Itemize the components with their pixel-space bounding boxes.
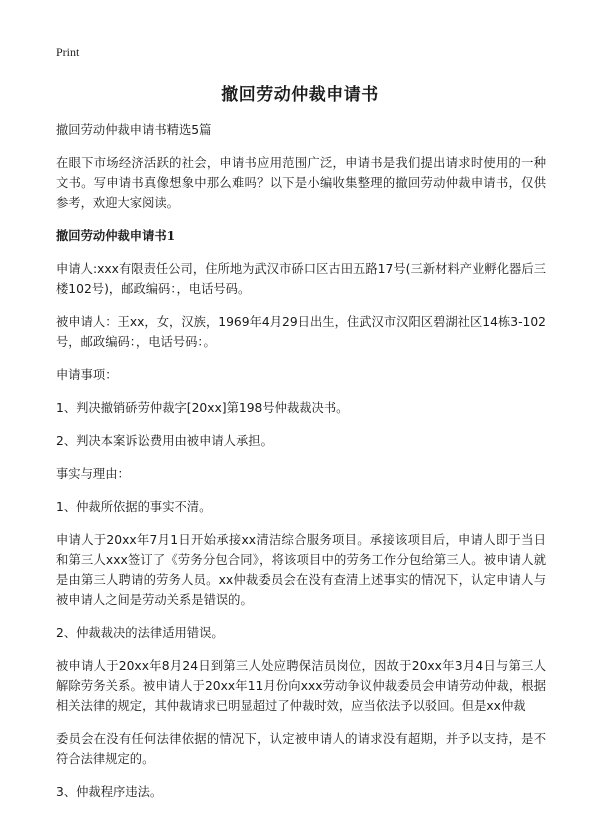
document-title: 撤回劳动仲裁申请书 xyxy=(221,85,379,105)
matter-item-2: 2、判决本案诉讼费用由被申请人承担。 xyxy=(56,434,273,448)
fact-1-body: 申请人于20xx年7月1日开始承接xx清洁综合服务项目。承接该项目后，申请人即于当日和第三人xxx签订了《劳务分包合同》，将该项目中的劳务工作分包给第三人。被申请人就是由第三人聘请的劳务人员。xx仲裁委员会在没有查清上述事实的情况下，认定申请人与被申请人之间是劳动关系是错误的。 xyxy=(56,533,546,607)
fact-2-continuation: 委员会在没有任何法律依据的情况下，认定被申请人的请求没有超期，并予以支持，是不符合法律规定的。 xyxy=(56,732,546,766)
document-body xyxy=(56,120,546,815)
matter-item-1: 1、判决撤销硚劳仲裁字[20xx]第198号仲裁裁决书。 xyxy=(56,401,349,415)
fact-2-body: 被申请人于20xx年8月24日到第三人处应聘保洁员岗位，因故于20xx年3月4日与第三人解除劳务关系。被申请人于20xx年11月份向xxx劳动争议仲裁委员会申请劳动仲裁，根据相关法律的规定，其仲裁请求已明显超过了仲裁时效，应当依法予以驳回。但是xx仲裁 xyxy=(56,659,546,713)
fact-3-title: 3、仲裁程序违法。 xyxy=(56,785,163,799)
section-heading: 撤回劳动仲裁申请书1 xyxy=(56,228,176,243)
facts-label: 事实与理由： xyxy=(56,467,130,481)
fact-1-title: 1、仲裁所依据的事实不清。 xyxy=(56,500,212,514)
respondent-paragraph: 被申请人：王xx，女，汉族，1969年4月29日出生，住武汉市汉阳区碧湖社区14栋3-102号，邮政编码：，电话号码：。 xyxy=(56,315,546,349)
applicant-paragraph: 申请人:xxx有限责任公司，住所地为武汉市硚口区古田五路17号(三新材料产业孵化器后三楼102号)，邮政编码：，电话号码。 xyxy=(56,262,546,296)
matters-label: 申请事项： xyxy=(56,368,118,382)
print-label: Print xyxy=(56,45,80,59)
intro-paragraph: 在眼下市场经济活跃的社会，申请书应用范围广泛，申请书是我们提出请求时使用的一种文书。写申请书真像想象中那么难吗？以下是小编收集整理的撤回劳动仲裁申请书，仅供参考，欢迎大家阅读。 xyxy=(56,156,546,210)
document-subtitle: 撤回劳动仲裁申请书精选5篇 xyxy=(56,123,212,137)
fact-2-title: 2、仲裁裁决的法律适用错误。 xyxy=(56,626,224,640)
